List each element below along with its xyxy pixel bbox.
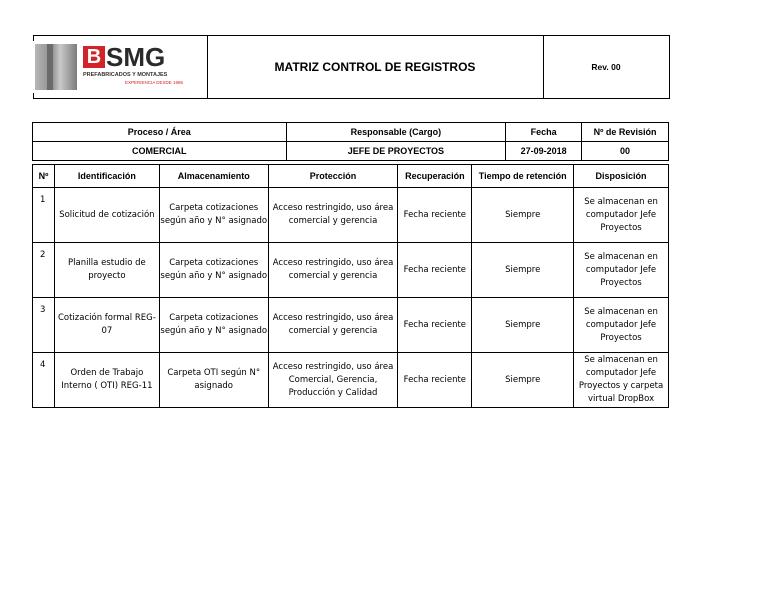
column-header-recuperacion: Recuperación <box>398 165 472 188</box>
info-value-responsable: JEFE DE PROYECTOS <box>286 142 506 161</box>
column-header-almacenamiento: Almacenamiento <box>159 165 268 188</box>
info-table <box>32 122 669 161</box>
company-logo <box>35 42 184 92</box>
cell-almacenamiento: Carpeta cotizaciones según año y N° asignado <box>159 188 268 243</box>
table-header-row <box>33 165 669 188</box>
document-title: MATRIZ CONTROL DE REGISTROS <box>274 60 476 74</box>
info-value-row <box>33 142 669 161</box>
cell-recuperacion: Fecha reciente <box>398 298 472 353</box>
cell-tiempo-retencion: Siempre <box>472 353 574 408</box>
cell-proteccion: Acceso restringido, uso área comercial y gerencia <box>268 188 398 243</box>
cell-identificacion: Solicitud de cotización <box>54 188 159 243</box>
cell-numero: 1 <box>33 188 55 243</box>
cell-disposicion: Se almacenan en computador Jefe Proyectos <box>574 298 669 353</box>
cell-numero: 2 <box>33 243 55 298</box>
cell-disposicion: Se almacenan en computador Jefe Proyectos <box>574 243 669 298</box>
revision-label: Rev. 00 <box>591 62 621 72</box>
cell-tiempo-retencion: Siempre <box>472 188 574 243</box>
column-header-disposicion: Disposición <box>574 165 669 188</box>
cell-recuperacion: Fecha reciente <box>398 188 472 243</box>
column-header-numero: Nº <box>33 165 55 188</box>
table-row <box>33 353 669 408</box>
header-left-tick-top <box>33 35 34 41</box>
logo-subtitle: PREFABRICADOS Y MONTAJES <box>83 72 168 78</box>
cell-identificacion: Planilla estudio de proyecto <box>54 243 159 298</box>
cell-tiempo-retencion: Siempre <box>472 298 574 353</box>
info-header-revision: Nº de Revisión <box>582 123 669 142</box>
records-table <box>32 164 669 408</box>
cell-almacenamiento: Carpeta cotizaciones según año y N° asignado <box>159 298 268 353</box>
info-value-proceso: COMERCIAL <box>33 142 287 161</box>
column-header-proteccion: Protección <box>268 165 398 188</box>
info-value-fecha: 27-09-2018 <box>506 142 582 161</box>
column-header-tiempo-retencion: Tiempo de retención <box>472 165 574 188</box>
cell-almacenamiento: Carpeta cotizaciones según año y N° asignado <box>159 243 268 298</box>
cell-identificacion: Orden de Trabajo Interno ( OTI) REG-11 <box>54 353 159 408</box>
cell-proteccion: Acceso restringido, uso área comercial y gerencia <box>268 298 398 353</box>
cell-identificacion: Cotización formal REG-07 <box>54 298 159 353</box>
info-header-responsable: Responsable (Cargo) <box>286 123 506 142</box>
cell-almacenamiento: Carpeta OTI según N° asignado <box>159 353 268 408</box>
table-row <box>33 243 669 298</box>
cell-proteccion: Acceso restringido, uso área comercial y gerencia <box>268 243 398 298</box>
info-header-proceso: Proceso / Área <box>33 123 287 142</box>
logo-graphic <box>35 44 77 90</box>
cell-disposicion: Se almacenan en computador Jefe Proyectos y carpeta virtual DropBox <box>574 353 669 408</box>
header-left-tick-bottom <box>33 93 34 99</box>
cell-numero: 4 <box>33 353 55 408</box>
logo-letter-b: B <box>83 46 105 68</box>
cell-proteccion: Acceso restringido, uso área Comercial, Gerencia, Producción y Calidad <box>268 353 398 408</box>
cell-disposicion: Se almacenan en computador Jefe Proyectos <box>574 188 669 243</box>
cell-recuperacion: Fecha reciente <box>398 353 472 408</box>
logo-tagline: EXPERIENCIA DESDE 1986 <box>125 80 184 85</box>
cell-recuperacion: Fecha reciente <box>398 243 472 298</box>
table-row <box>33 188 669 243</box>
column-header-identificacion: Identificación <box>54 165 159 188</box>
info-header-row <box>33 123 669 142</box>
cell-numero: 3 <box>33 298 55 353</box>
info-value-revision: 00 <box>582 142 669 161</box>
cell-tiempo-retencion: Siempre <box>472 243 574 298</box>
header-right-border <box>669 35 670 99</box>
info-header-fecha: Fecha <box>506 123 582 142</box>
logo-brand-name: SMG <box>106 42 166 72</box>
table-row <box>33 298 669 353</box>
